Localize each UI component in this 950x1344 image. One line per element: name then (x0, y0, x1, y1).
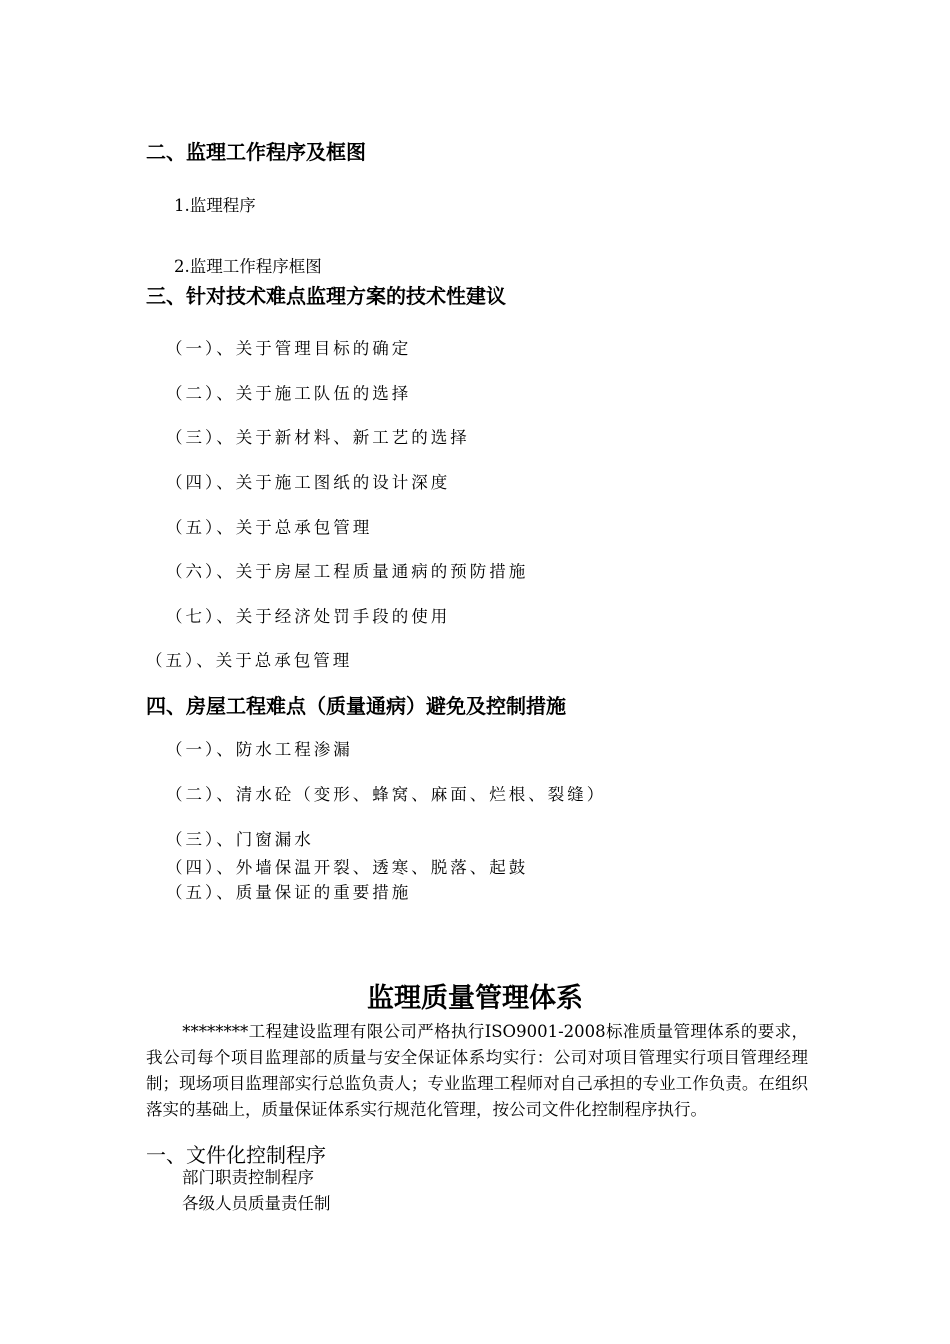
section-4-heading: 四、房屋工程难点（质量通病）避免及控制措施 (146, 694, 566, 718)
section-3-heading: 三、针对技术难点监理方案的技术性建议 (146, 284, 506, 308)
list-item: （一）、关于管理目标的确定 (166, 339, 412, 358)
subsection-1-heading: 一、文件化控制程序 (146, 1143, 326, 1167)
list-item: （六）、关于房屋工程质量通病的预防措施 (166, 562, 529, 581)
list-item: （四）、关于施工图纸的设计深度 (166, 473, 451, 492)
section-2-heading: 二、监理工作程序及框图 (146, 140, 366, 164)
list-item: （七）、关于经济处罚手段的使用 (166, 607, 451, 626)
list-item: （三）、门窗漏水 (166, 830, 314, 849)
list-item: （三）、关于新材料、新工艺的选择 (166, 428, 470, 447)
list-item: （四）、外墙保温开裂、透寒、脱落、起鼓 (166, 858, 529, 877)
list-item-extra: （五）、关于总承包管理 (146, 651, 353, 670)
list-item: （二）、关于施工队伍的选择 (166, 384, 412, 403)
list-item: （五）、关于总承包管理 (166, 518, 373, 537)
list-item: （一）、防水工程渗漏 (166, 740, 353, 759)
list-item: （二）、清水砼（变形、蜂窝、麻面、烂根、裂缝） (166, 785, 607, 804)
list-item-supervision-procedure: 1.监理程序 (174, 196, 256, 215)
list-item-procedure-flowchart: 2.监理工作程序框图 (174, 257, 322, 276)
list-item: （五）、质量保证的重要措施 (166, 883, 412, 902)
page-title: 监理质量管理体系 (367, 983, 583, 1014)
intro-paragraph: ********工程建设监理有限公司严格执行ISO9001-2008标准质量管理体系的要求，我公司每个项目监理部的质量与安全保证体系均实行：公司对项目管理实行项目管理经理制；现场项目监理部实行总监负责人；专业监理工程师对自己承担的专业工作负责。在组织落实的基础上，质量保证体系实行规范化管理，按公司文件化控制程序执行。 (146, 1022, 808, 1119)
list-item: 各级人员质量责任制 (182, 1194, 331, 1213)
list-item: 部门职责控制程序 (182, 1168, 314, 1187)
